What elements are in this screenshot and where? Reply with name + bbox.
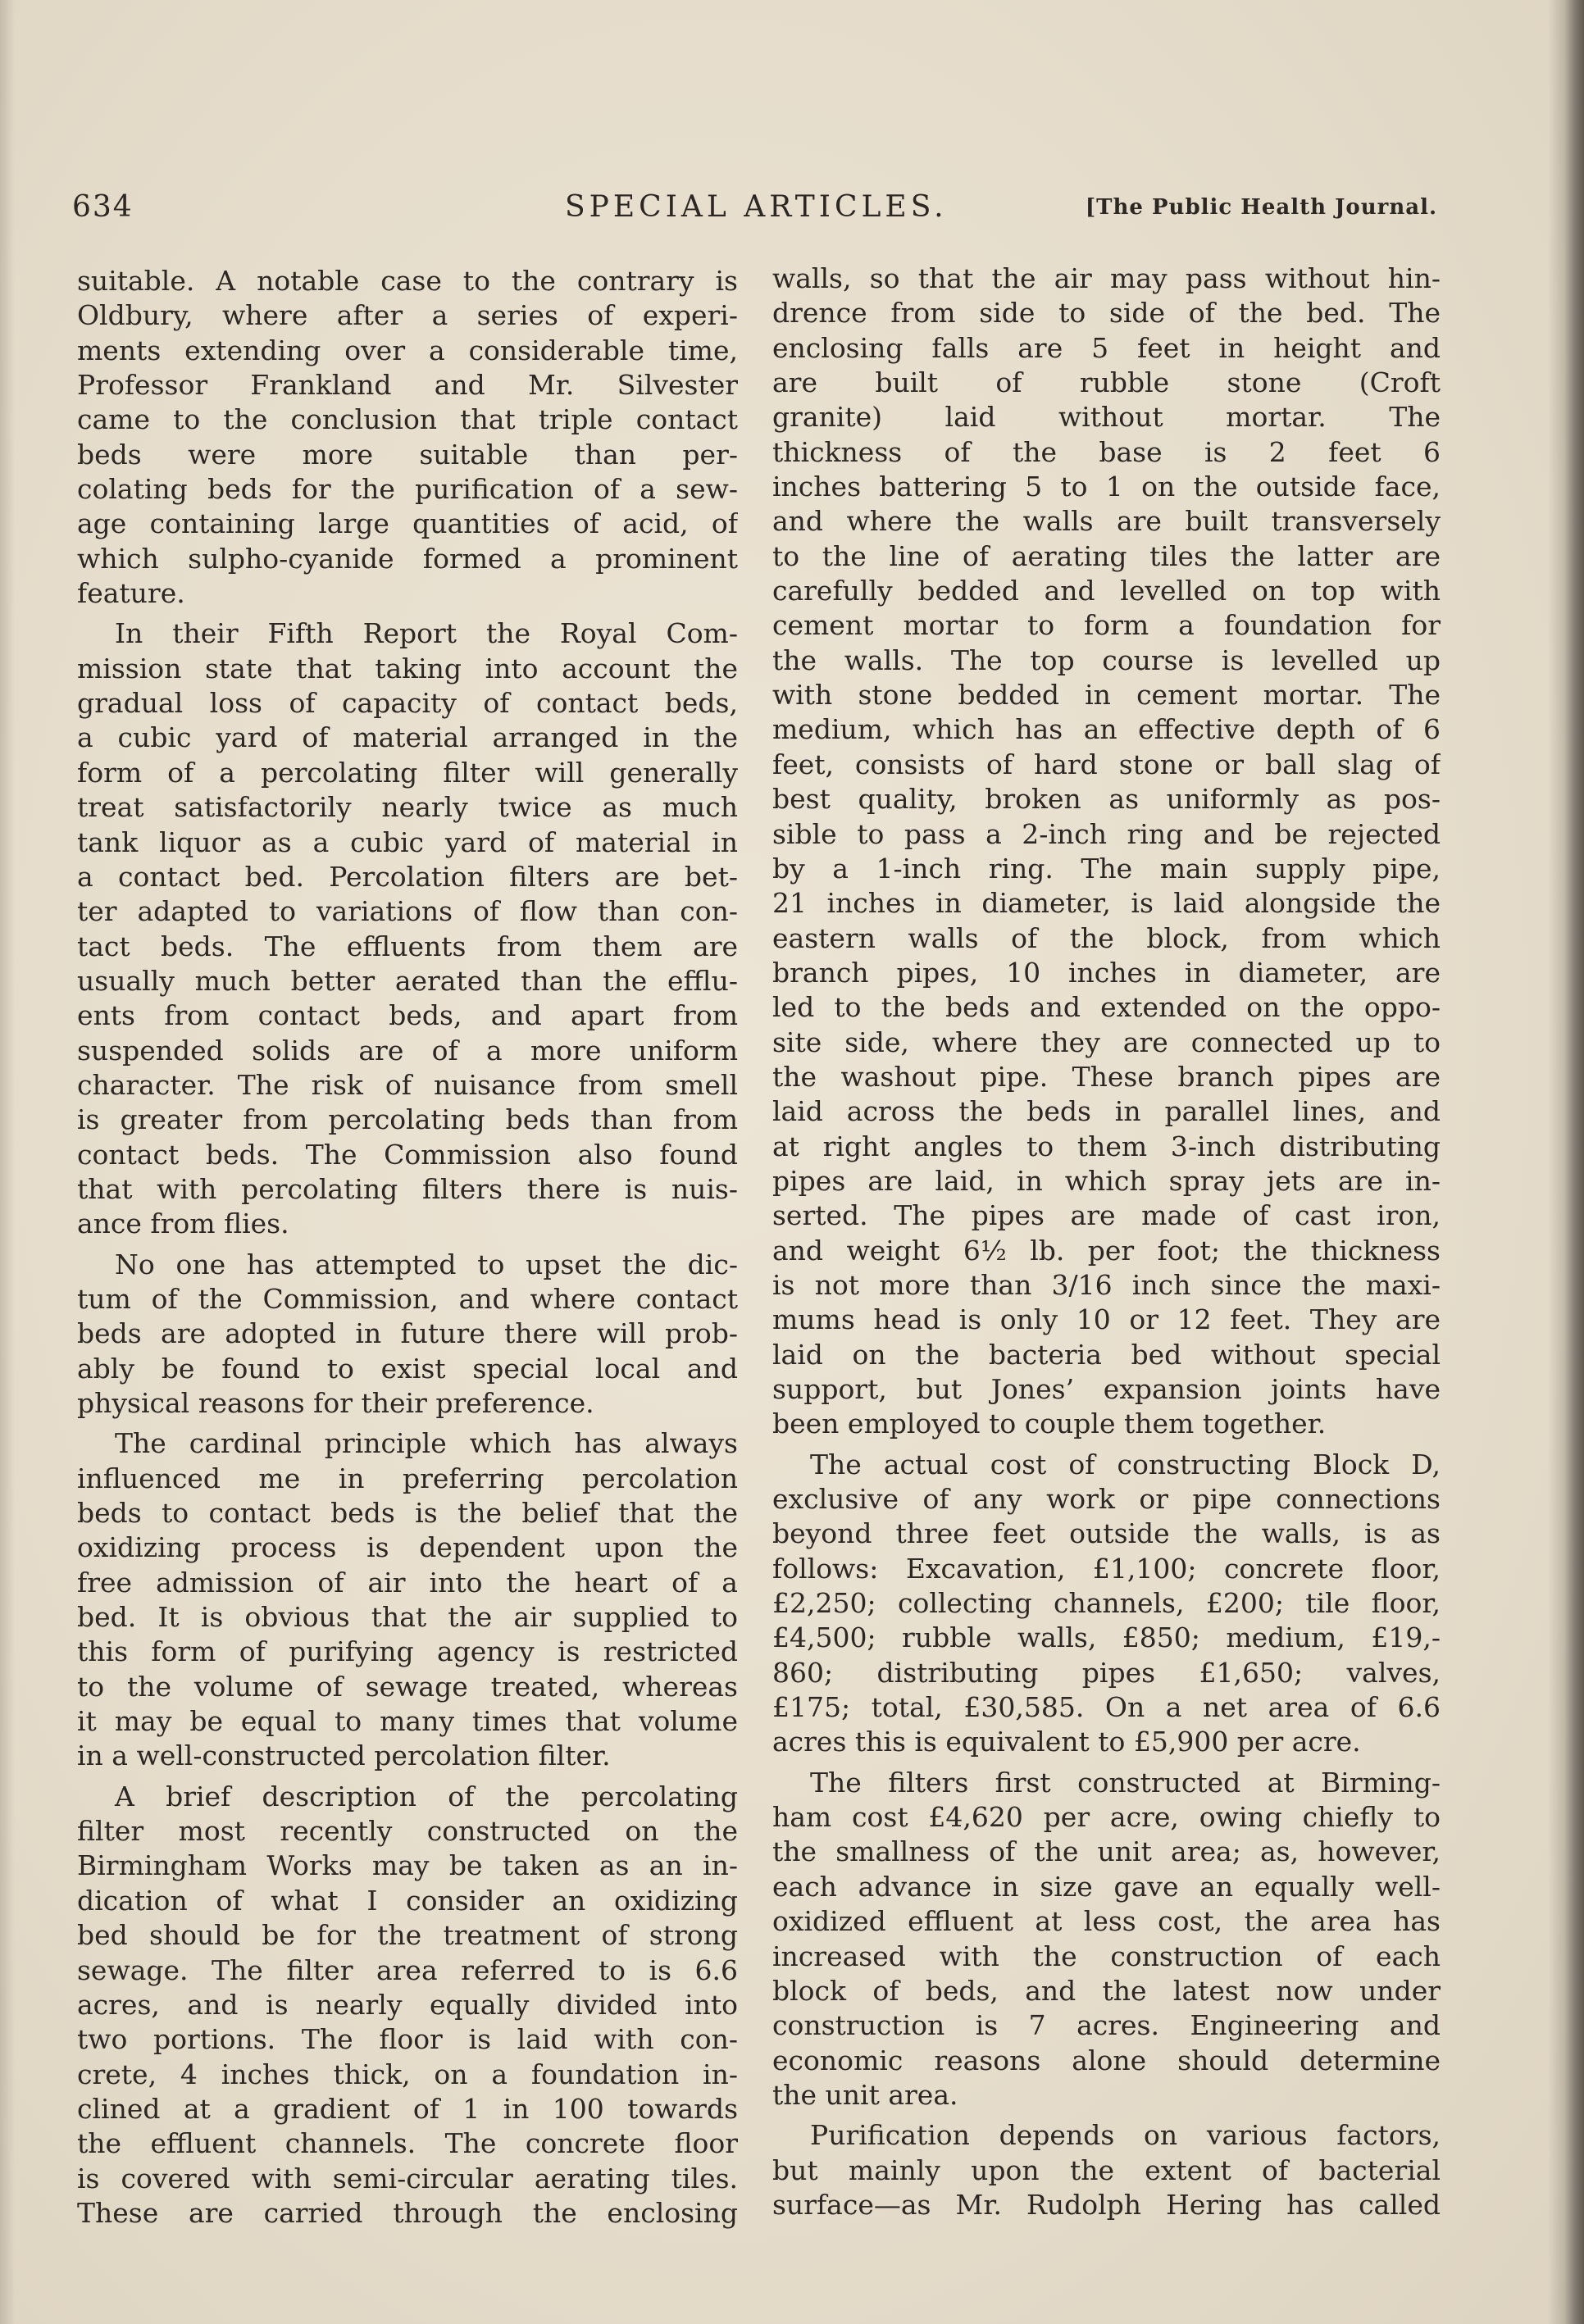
text-line: £175; total, £30,585. On a net area of 6.6 bbox=[772, 1691, 1441, 1724]
text-line: Oldbury, where after a series of experi- bbox=[77, 299, 738, 332]
text-line: character. The risk of nuisance from smell bbox=[77, 1068, 738, 1101]
page-edge-shadow-left bbox=[0, 0, 15, 2324]
paragraph bbox=[772, 1448, 1441, 1760]
text-line: usually much better aerated than the efflu- bbox=[77, 964, 738, 997]
text-line: £4,500; rubble walls, £850; medium, £19,- bbox=[772, 1621, 1441, 1654]
text-line: suspended solids are of a more uniform bbox=[77, 1034, 738, 1066]
text-line: the washout pipe. These branch pipes are bbox=[772, 1060, 1441, 1093]
paragraph bbox=[772, 2118, 1441, 2222]
text-line: oxidizing process is dependent upon the bbox=[77, 1531, 738, 1564]
text-line: beyond three feet outside the walls, is as bbox=[772, 1517, 1441, 1550]
text-line: ably be found to exist special local and bbox=[77, 1352, 738, 1385]
text-line: exclusive of any work or pipe connections bbox=[772, 1483, 1441, 1516]
text-line: tum of the Commission, and where contact bbox=[77, 1282, 738, 1315]
journal-title: [The Public Health Journal. bbox=[1085, 195, 1437, 220]
text-line: are built of rubble stone (Croft bbox=[772, 366, 1441, 399]
text-line: this form of purifying agency is restricted bbox=[77, 1635, 738, 1668]
text-line: form of a percolating filter will generally bbox=[77, 756, 738, 789]
text-line: The actual cost of constructing Block D, bbox=[810, 1448, 1441, 1480]
text-line: No one has attempted to upset the dic- bbox=[115, 1248, 738, 1280]
text-line: in a well-constructed percolation filter. bbox=[77, 1740, 611, 1772]
text-line: granite) laid without mortar. The bbox=[772, 401, 1441, 434]
text-line: the unit area. bbox=[772, 2078, 958, 2111]
text-line: dication of what I consider an oxidizing bbox=[77, 1884, 738, 1917]
paragraph bbox=[77, 1780, 738, 2231]
text-line: treat satisfactorily nearly twice as much bbox=[77, 791, 738, 824]
text-line: £2,250; collecting channels, £200; tile floor, bbox=[772, 1587, 1441, 1620]
text-line: follows: Excavation, £1,100; concrete floor, bbox=[772, 1552, 1441, 1585]
paragraph bbox=[77, 264, 738, 611]
text-line: branch pipes, 10 inches in diameter, are bbox=[772, 956, 1441, 989]
paragraph bbox=[77, 1426, 738, 1773]
text-line: that with percolating filters there is nuis- bbox=[77, 1172, 738, 1205]
left-column bbox=[77, 264, 738, 2231]
text-line: which sulpho-cyanide formed a prominent bbox=[77, 542, 738, 575]
text-line: and weight 6½ lb. per foot; the thickness bbox=[772, 1234, 1441, 1267]
text-line: clined at a gradient of 1 in 100 towards bbox=[77, 2092, 738, 2125]
text-line: is not more than 3/16 inch since the maxi- bbox=[772, 1268, 1441, 1301]
text-line: site side, where they are connected up to bbox=[772, 1026, 1441, 1058]
text-line: economic reasons alone should determine bbox=[772, 2044, 1441, 2076]
text-line: feature. bbox=[77, 577, 185, 610]
text-line: with stone bedded in cement mortar. The bbox=[772, 679, 1441, 712]
text-line: ments extending over a considerable time, bbox=[77, 334, 738, 366]
text-line: by a 1-inch ring. The main supply pipe, bbox=[772, 852, 1441, 885]
text-line: increased with the construction of each bbox=[772, 1940, 1441, 1972]
paragraph bbox=[772, 262, 1441, 1442]
right-column bbox=[772, 262, 1441, 2222]
section-title: SPECIAL ARTICLES. bbox=[565, 190, 948, 224]
text-line: the smallness of the unit area; as, however, bbox=[772, 1835, 1441, 1868]
text-line: colating beds for the purification of a sew- bbox=[77, 473, 738, 506]
text-line: sewage. The filter area referred to is 6.6 bbox=[77, 1953, 738, 1986]
text-line: surface—as Mr. Rudolph Hering has called bbox=[772, 2188, 1441, 2221]
text-line: sible to pass a 2-inch ring and be rejected bbox=[772, 817, 1441, 850]
text-line: The cardinal principle which has always bbox=[115, 1427, 738, 1460]
text-line: age containing large quantities of acid, of bbox=[77, 507, 738, 540]
text-line: carefully bedded and levelled on top with bbox=[772, 575, 1441, 607]
text-line: laid on the bacteria bed without special bbox=[772, 1338, 1441, 1371]
text-line: A brief description of the percolating bbox=[115, 1780, 738, 1812]
text-line: Professor Frankland and Mr. Silvester bbox=[77, 369, 738, 402]
text-line: it may be equal to many times that volume bbox=[77, 1705, 738, 1738]
text-line: a contact bed. Percolation filters are bet- bbox=[77, 860, 738, 893]
text-line: construction is 7 acres. Engineering and bbox=[772, 2009, 1441, 2042]
text-line: feet, consists of hard stone or ball slag of bbox=[772, 748, 1441, 780]
text-line: and where the walls are built transversely bbox=[772, 505, 1441, 538]
text-line: ter adapted to variations of flow than con- bbox=[77, 895, 738, 928]
text-line: thickness of the base is 2 feet 6 bbox=[772, 435, 1441, 468]
text-line: been employed to couple them together. bbox=[772, 1408, 1327, 1440]
text-line: is covered with semi-circular aerating tiles. bbox=[77, 2162, 738, 2194]
text-line: a cubic yard of material arranged in the bbox=[77, 721, 738, 754]
text-line: block of beds, and the latest now under bbox=[772, 1974, 1441, 2007]
text-line: 21 inches in diameter, is laid alongside the bbox=[772, 887, 1441, 920]
text-line: drence from side to side of the bed. The bbox=[772, 297, 1441, 330]
text-line: led to the beds and extended on the oppo- bbox=[772, 991, 1441, 1024]
text-line: serted. The pipes are made of cast iron, bbox=[772, 1199, 1441, 1232]
text-line: to the volume of sewage treated, whereas bbox=[77, 1670, 738, 1703]
text-line: mums head is only 10 or 12 feet. They are bbox=[772, 1303, 1441, 1336]
paragraph bbox=[772, 1766, 1441, 2113]
text-line: Birmingham Works may be taken as an in- bbox=[77, 1849, 738, 1882]
text-line: came to the conclusion that triple contact bbox=[77, 403, 738, 436]
text-line: inches battering 5 to 1 on the outside face, bbox=[772, 471, 1441, 503]
text-line: beds to contact beds is the belief that the bbox=[77, 1497, 738, 1530]
text-line: walls, so that the air may pass without hin- bbox=[772, 262, 1441, 294]
text-line: gradual loss of capacity of contact beds, bbox=[77, 687, 738, 720]
text-line: cement mortar to form a foundation for bbox=[772, 609, 1441, 642]
text-line: crete, 4 inches thick, on a foundation in- bbox=[77, 2058, 738, 2090]
text-line: In their Fifth Report the Royal Com- bbox=[115, 617, 738, 650]
text-line: acres, and is nearly equally divided into bbox=[77, 1988, 738, 2021]
text-line: ents from contact beds, and apart from bbox=[77, 999, 738, 1032]
text-line: laid across the beds in parallel lines, and bbox=[772, 1095, 1441, 1128]
text-line: support, but Jones’ expansion joints have bbox=[772, 1373, 1441, 1405]
text-line: at right angles to them 3-inch distributing bbox=[772, 1130, 1441, 1162]
text-line: 860; distributing pipes £1,650; valves, bbox=[772, 1656, 1441, 1689]
text-line: Purification depends on various factors, bbox=[810, 2119, 1441, 2152]
text-line: The filters first constructed at Birming- bbox=[810, 1766, 1441, 1799]
text-line: oxidized effluent at less cost, the area has bbox=[772, 1905, 1441, 1938]
page-number: 634 bbox=[72, 190, 134, 224]
text-line: best quality, broken as uniformly as pos- bbox=[772, 783, 1441, 816]
paragraph bbox=[77, 616, 738, 1241]
text-line: ance from flies. bbox=[77, 1207, 289, 1240]
paragraph bbox=[77, 1248, 738, 1421]
text-line: enclosing falls are 5 feet in height and bbox=[772, 331, 1441, 364]
text-line: beds were more suitable than per- bbox=[77, 438, 738, 471]
text-line: the walls. The top course is levelled up bbox=[772, 644, 1441, 676]
text-line: tank liquor as a cubic yard of material in bbox=[77, 825, 738, 858]
text-line: each advance in size gave an equally well- bbox=[772, 1870, 1441, 1903]
text-line: mission state that taking into account the bbox=[77, 652, 738, 684]
text-line: is greater from percolating beds than from bbox=[77, 1103, 738, 1136]
text-line: influenced me in preferring percolation bbox=[77, 1462, 738, 1494]
text-line: acres this is equivalent to £5,900 per acre. bbox=[772, 1726, 1361, 1758]
text-line: the effluent channels. The concrete floor bbox=[77, 2127, 738, 2160]
text-line: to the line of aerating tiles the latter are bbox=[772, 539, 1441, 572]
text-line: bed should be for the treatment of strong bbox=[77, 1919, 738, 1952]
text-line: eastern walls of the block, from which bbox=[772, 921, 1441, 954]
text-line: two portions. The floor is laid with con- bbox=[77, 2023, 738, 2056]
text-line: ham cost £4,620 per acre, owing chiefly to bbox=[772, 1801, 1441, 1834]
text-line: free admission of air into the heart of a bbox=[77, 1566, 738, 1599]
text-line: These are carried through the enclosing bbox=[77, 2196, 738, 2229]
text-line: physical reasons for their preference. bbox=[77, 1387, 594, 1419]
text-line: medium, which has an effective depth of 6 bbox=[772, 713, 1441, 746]
text-line: bed. It is obvious that the air supplied to bbox=[77, 1601, 738, 1634]
text-line: tact beds. The effluents from them are bbox=[77, 930, 738, 962]
text-line: contact beds. The Commission also found bbox=[77, 1138, 738, 1171]
text-line: filter most recently constructed on the bbox=[77, 1815, 738, 1848]
text-line: suitable. A notable case to the contrary is bbox=[77, 265, 738, 297]
text-line: but mainly upon the extent of bacterial bbox=[772, 2153, 1441, 2186]
text-line: beds are adopted in future there will prob- bbox=[77, 1317, 738, 1350]
text-line: pipes are laid, in which spray jets are in- bbox=[772, 1164, 1441, 1197]
page-edge-shadow-right bbox=[1548, 0, 1584, 2324]
